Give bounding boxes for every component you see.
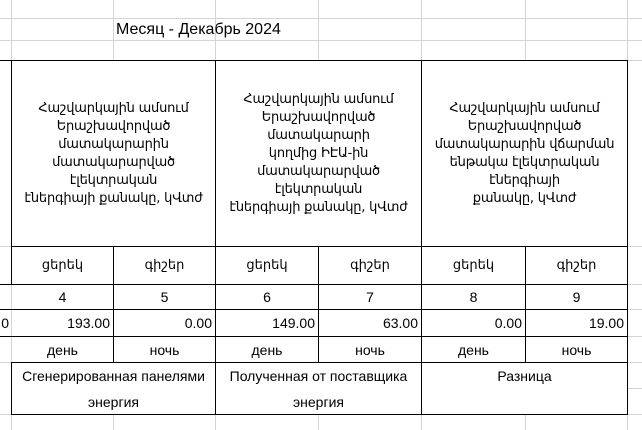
header-text-3: Հաշվարկային ամսում Երաշխավորված մատակարարին վճարման ենթակա էլեկտրական էներգիայի քանակը, կՎտժ — [434, 100, 615, 206]
month-title: Месяц - Декабрь 2024 — [116, 21, 281, 38]
period-day-label-2: ցերեկ — [246, 258, 288, 273]
left-cut-value[interactable]: 0 — [1, 315, 9, 331]
column-number-4: 4 — [58, 289, 67, 305]
header-supplied-by-guaranteed-supplier — [216, 61, 421, 246]
header-payable-difference — [422, 61, 627, 246]
ru-night-label-2: ночь — [355, 341, 385, 358]
column-number-5: 5 — [160, 289, 169, 305]
column-number-9: 9 — [572, 289, 581, 305]
period-night-label-3: գիշեր — [556, 258, 597, 273]
value-generated-night[interactable]: 0.00 — [184, 315, 212, 331]
value-received-day[interactable]: 149.00 — [272, 315, 315, 331]
period-night-label-2: գիշեր — [350, 258, 390, 273]
header-text-1: Հաշվարկային ամսում Երաշխավորված մատակարարին մատակարարված էլեկտրական էներգիայի քանակը, կՎտժ — [24, 100, 203, 206]
received-energy-label-line2: энергия — [293, 393, 344, 410]
received-energy-label-line1: Полученная от поставщика — [229, 368, 408, 384]
column-number-6: 6 — [263, 289, 271, 305]
header-text-2: Հաշվարկային ամսում Երաշխավորված մատակարարի կողմից ԻԷԱ-ին մատակարարված էլեկտրական էներգիայի քանակը, կՎտժ — [229, 91, 408, 215]
period-day-label-1: ցերեկ — [41, 258, 84, 273]
period-night-label-1: գիշեր — [144, 258, 185, 273]
difference-label: Разница — [497, 368, 552, 384]
column-number-7: 7 — [366, 289, 374, 305]
value-received-night[interactable]: 63.00 — [382, 315, 418, 331]
header-supplied-to-guaranteed-supplier — [12, 61, 215, 246]
period-day-label-3: ցերեկ — [452, 258, 495, 273]
ru-day-label-2: день — [251, 341, 283, 358]
ru-day-label-1: день — [47, 341, 78, 358]
value-difference-night[interactable]: 19.00 — [588, 315, 624, 331]
column-number-8: 8 — [469, 289, 478, 305]
value-difference-day[interactable]: 0.00 — [494, 315, 522, 331]
ru-night-label-3: ночь — [561, 341, 592, 358]
ru-day-label-3: день — [458, 341, 489, 358]
ru-night-label-1: ночь — [149, 341, 180, 358]
generated-energy-label-line2: энергия — [88, 393, 139, 410]
generated-energy-label-line1: Сгенерированная панелями — [22, 368, 205, 384]
value-generated-day[interactable]: 193.00 — [67, 315, 110, 331]
